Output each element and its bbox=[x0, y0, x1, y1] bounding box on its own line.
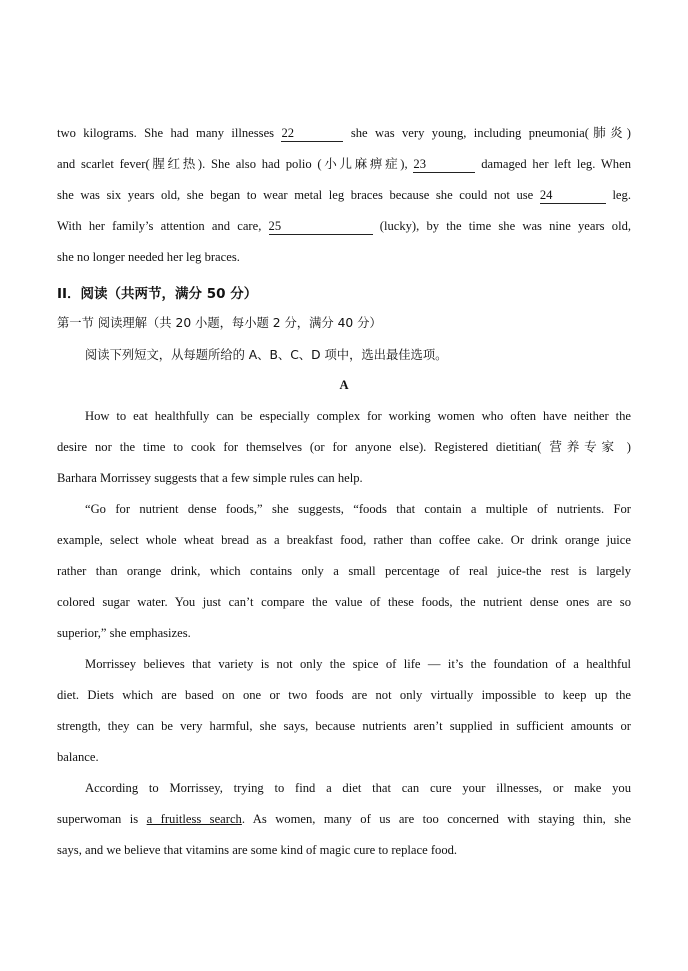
cloze-line-1 bbox=[57, 118, 631, 149]
cloze-text: leg. bbox=[612, 188, 631, 202]
blank-25: 25 bbox=[269, 219, 373, 235]
passage-label: A bbox=[339, 378, 349, 392]
cloze-line-3 bbox=[57, 180, 631, 211]
text-line: Morrissey believes that variety is not only the spice of life — it’s the foundation of a healthful bbox=[85, 657, 631, 671]
cloze-text: two kilograms. She had many illnesses bbox=[57, 126, 275, 140]
blank-24: 24 bbox=[540, 188, 606, 204]
text-line: example, select whole wheat bread as a breakfast food, rather than coffee cake. Or drink orange juice bbox=[57, 533, 631, 547]
underlined-phrase: a fruitless search bbox=[146, 812, 242, 826]
text-line: “Go for nutrient dense foods,” she suggests, “foods that contain a multiple of nutrients. For bbox=[85, 502, 631, 516]
cloze-line-4 bbox=[57, 211, 631, 242]
text-line: colored sugar water. You just can’t compare the value of these foods, the nutrient dense ones are so bbox=[57, 595, 631, 609]
text-span: superwoman is bbox=[57, 812, 147, 826]
paragraph-3 bbox=[57, 649, 631, 773]
paragraph-1 bbox=[57, 401, 631, 494]
text-line bbox=[57, 804, 631, 835]
text-line: rather than orange drink, which contains only a small percentage of real juice-the rest is largely bbox=[57, 564, 631, 578]
text-line: diet. Diets which are based on one or two foods are not only virtually impossible to keep up the bbox=[57, 688, 631, 702]
instruction: 阅读下列短文，从每题所给的 A、B、C、D 项中，选出最佳选项。 bbox=[85, 348, 448, 362]
text-line: According to Morrissey, trying to find a diet that can cure your illnesses, or make you bbox=[85, 781, 631, 795]
text-line: balance. bbox=[57, 750, 99, 764]
text-line: How to eat healthfully can be especially complex for working women who often have neither the bbox=[85, 409, 631, 423]
text-span: . As women, many of us are too concerned with staying thin, she bbox=[241, 812, 631, 826]
cloze-text: she was six years old, she began to wear metal leg braces because she could not use bbox=[57, 188, 534, 202]
cloze-line-5: she no longer needed her leg braces. bbox=[57, 250, 240, 264]
cloze-text: With her family’s attention and care, bbox=[57, 219, 262, 233]
paragraph-4 bbox=[57, 773, 631, 866]
blank-23: 23 bbox=[413, 157, 475, 173]
paragraph-2 bbox=[57, 494, 631, 649]
cloze-text: damaged her left leg. When bbox=[481, 157, 631, 171]
cloze-text: she was very young, including pneumonia(肺炎) bbox=[350, 126, 631, 140]
document-page bbox=[57, 118, 631, 866]
text-line: Barhara Morrissey suggests that a few simple rules can help. bbox=[57, 471, 363, 485]
section-title: II．阅读（共两节，满分 50 分） bbox=[57, 286, 258, 302]
part-title: 第一节 阅读理解（共 20 小题，每小题 2 分，满分 40 分） bbox=[57, 316, 382, 330]
text-line: superior,” she emphasizes. bbox=[57, 626, 191, 640]
cloze-text: (lucky), by the time she was nine years old, bbox=[379, 219, 632, 233]
cloze-line-2 bbox=[57, 149, 631, 180]
cloze-text: and scarlet fever(腥红热). She also had polio (小儿麻痹症), bbox=[57, 157, 408, 171]
blank-22: 22 bbox=[281, 126, 343, 142]
text-line: desire nor the time to cook for themselves (or for anyone else). Registered dietitian( 营养专家 ) bbox=[57, 440, 631, 454]
text-line: strength, they can be very harmful, she says, because nutrients aren’t supplied in sufficient amounts or bbox=[57, 719, 631, 733]
text-line: says, and we believe that vitamins are some kind of magic cure to replace food. bbox=[57, 843, 458, 857]
